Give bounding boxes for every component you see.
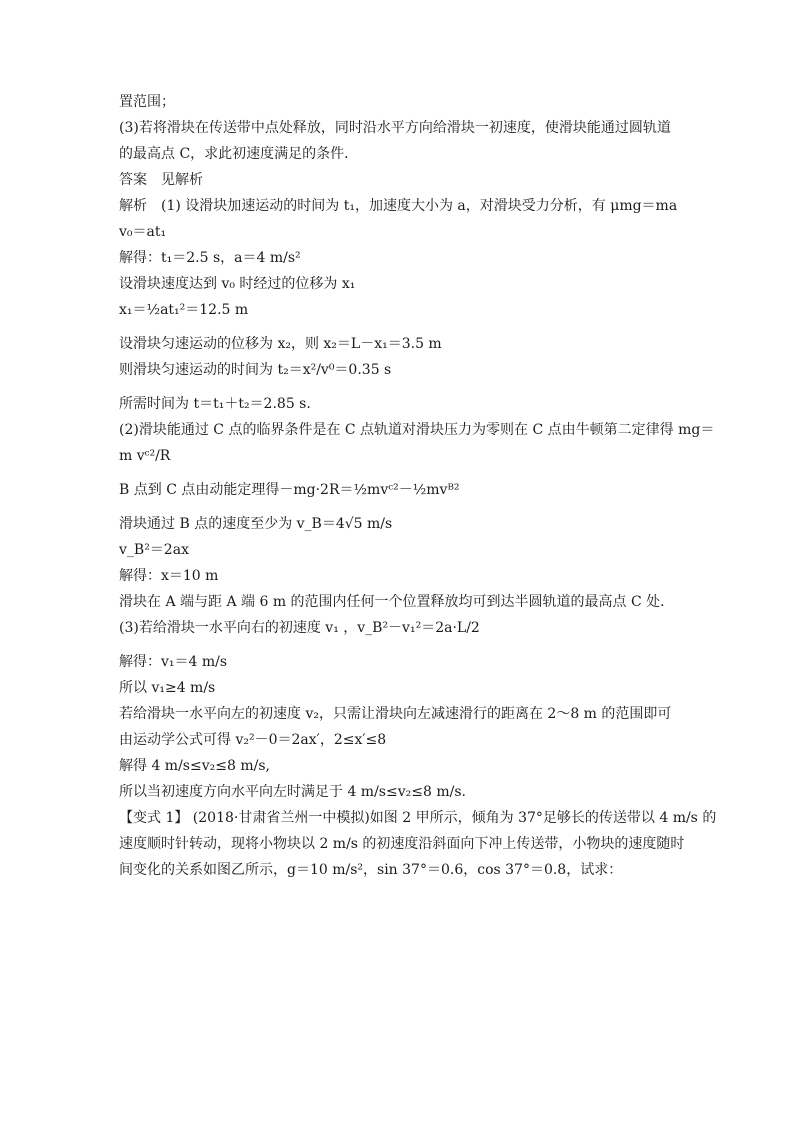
- text-line: 的最高点 C，求此初速度满足的条件．: [119, 146, 359, 162]
- equation-line: 所以 v₁≥4 m/s: [119, 680, 216, 696]
- text-line: 设滑块速度达到 v₀ 时经过的位移为 x₁: [119, 276, 356, 292]
- text-line: 滑块在 A 端与距 A 端 6 m 的范围内任何一个位置释放均可到达半圆轨道的最高点 C 处．: [119, 594, 675, 610]
- text-line: 若给滑块一水平向左的初速度 v₂，只需让滑块向左减速滑行的距离在 2～8 m 的范围即可: [119, 706, 672, 722]
- text-line: 滑块通过 B 点的速度至少为 v_B＝4√5 m/s: [119, 516, 393, 532]
- equation-line: m vᶜ²/R: [119, 448, 171, 464]
- text-line: 解析 (1) 设滑块加速运动的时间为 t₁，加速度大小为 a，对滑块受力分析，有 μmg＝ma: [119, 198, 678, 214]
- text-line: 置范围；: [119, 94, 175, 110]
- equation-line: 解得：v₁＝4 m/s: [119, 654, 228, 670]
- text-line: 速度顺时针转动，现将小物块以 2 m/s 的初速度沿斜面向下冲上传送带，小物块的速度随时: [119, 836, 685, 852]
- equation-line: 解得 4 m/s≤v₂≤8 m/s,: [119, 758, 270, 774]
- text-line: B 点到 C 点由动能定理得－mg·2R＝½mvᶜ²－½mvᴮ²: [119, 482, 460, 498]
- text-line: 则滑块匀速运动的时间为 t₂＝x²/v⁰＝0.35 s: [119, 362, 392, 378]
- equation-line: 解得：x＝10 m: [119, 568, 219, 584]
- text-line: 所需时间为 t＝t₁＋t₂＝2.85 s.: [119, 396, 311, 412]
- text-line: (3)若给滑块一水平向右的初速度 v₁ ，v_B²－v₁²＝2a·L/2: [119, 620, 480, 636]
- text-line: 设滑块匀速运动的位移为 x₂，则 x₂＝L－x₁＝3.5 m: [119, 336, 442, 352]
- variant-heading: 【变式 1】 (2018·甘肃省兰州一中模拟)如图 2 甲所示，倾角为 37°足够长的传送带以 4 m/s 的: [119, 810, 717, 826]
- equation-line: 解得：t₁＝2.5 s，a＝4 m/s²: [119, 250, 301, 266]
- text-line: (3)若将滑块在传送带中点处释放，同时沿水平方向给滑块一初速度，使滑块能通过圆轨道: [119, 120, 671, 136]
- equation-line: v₀＝at₁: [119, 224, 167, 240]
- document-page: [119, 92, 717, 886]
- answer-line: 答案 见解析: [119, 172, 203, 188]
- text-line: 间变化的关系如图乙所示，g＝10 m/s²，sin 37°＝0.6，cos 37°＝0.8，试求：: [119, 862, 623, 878]
- text-line: 所以当初速度方向水平向左时满足于 4 m/s≤v₂≤8 m/s.: [119, 784, 466, 800]
- equation-line: v_B²＝2ax: [119, 542, 189, 558]
- equation-line: x₁＝½at₁²＝12.5 m: [119, 302, 249, 318]
- text-line: 由运动学公式可得 v₂²－0＝2ax′，2≤x′≤8: [119, 732, 387, 748]
- text-line: (2)滑块能通过 C 点的临界条件是在 C 点轨道对滑块压力为零则在 C 点由牛顿第二定律得 mg＝: [119, 422, 715, 438]
